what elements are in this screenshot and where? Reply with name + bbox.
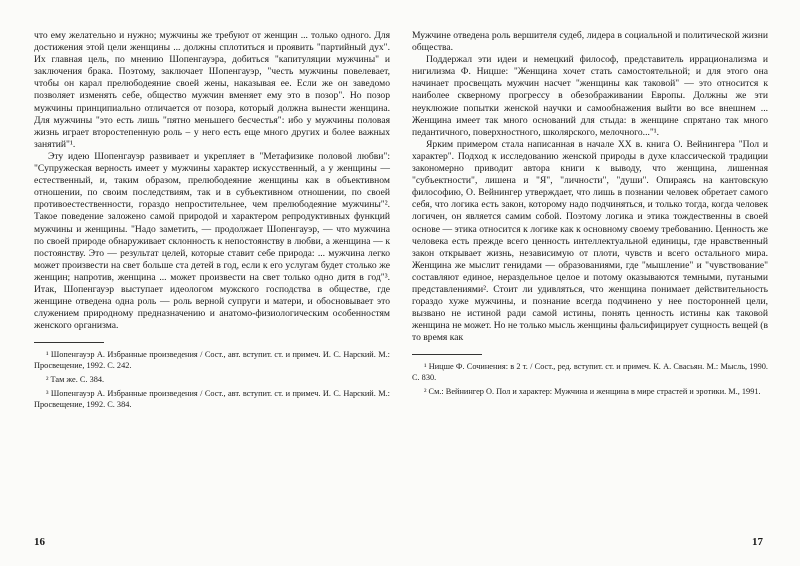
left-page <box>34 30 390 413</box>
left-paragraph-1: что ему желательно и нужно; мужчины же требуют от женщин ... только одного. Для достижения этой цели женщины ... должны сплотиться и проявить "партийный дух". Их главная цель, по мнению Шопенгауэра, добиться "капитуляции мужчины" и заключения брака. Поэтому, заключает Шопенгауэр, "честь мужчины повелевает, чтобы он карал прелюбодеяние своей жены, наказывая ее. Если же он заведомо позволяет изменять себе, общество мужчин вменяет ему это в позор". Но позор мужчины принципиально отличается от позора, который должна вынести женщина. Для мужчины "это есть лишь "пятно меньшего бесчестья": ибо у мужчины половая жизнь играет второстепенную роль – у него есть еще много других и более важных занятий"¹. <box>34 30 390 150</box>
right-body-text <box>412 30 768 344</box>
right-footnote-rule <box>412 354 482 355</box>
left-footnote-1: ¹ Шопенгауэр А. Избранные произведения / Сост., авт. вступит. ст. и примеч. И. С. Нарский. М.: Просвещение, 1992. С. 242. <box>34 350 390 371</box>
right-footnotes <box>412 361 768 397</box>
left-paragraph-2: Эту идею Шопенгауэр развивает и укрепляет в "Метафизике половой любви": "Супружеская верность имеет у мужчины характер искусственный, а у женщины — естественный, и, таким образом, прелюбодеяние женщины как в объективном отношении, по своим последствиям, так и в субъективном отношении, по своей противоестественности, гораздо непростительнее, чем прелюбодеяние мужчины"². Такое поведение заложено самой природой и характером репродуктивных функций мужчины и женщины. "Надо заметить, — продолжает Шопенгауэр, — что мужчина по своей природе обнаруживает склонность к непостоянству в любви, а женщина — к постоянству. Это — результат целей, которые ставит себе природа: ... мужчина легко может произвести на свет больше ста детей в год, если к его услугам будет столько же женщин; напротив, женщина ... может произвести на свет только одно дитя в год"³. Итак, Шопенгауэр выступает идеологом мужского господства в обществе, где женщине отведена одна роль — роль верной супруги и матери, и обосновывает это служением природному предназначению и анатомо-физиологическим особенностям женского организма. <box>34 150 390 332</box>
right-footnote-1: ¹ Ницше Ф. Сочинения: в 2 т. / Сост., ред. вступит. ст. и примеч. К. А. Свасьян. М.: Мысль, 1990. С. 830. <box>412 362 768 383</box>
right-footnote-2: ² См.: Вейнингер О. Пол и характер: Мужчина и женщина в мире страстей и эротики. М., 1991. <box>424 387 761 397</box>
right-page-number: 17 <box>752 536 763 548</box>
left-footnote-3: ³ Шопенгауэр А. Избранные произведения / Сост., авт. вступит. ст. и примеч. И. С. Нарский. М.: Просвещение, 1992. С. 384. <box>34 389 390 410</box>
left-footnotes <box>34 349 390 410</box>
right-paragraph-3: Ярким примером стала написанная в начале XX в. книга О. Вейнингера "Пол и характер". Подход к исследованию женской природы в духе классической традиции закономерно приводит автора книги к выводу, что женщина, лишенная "субъектности", лишена и "Я", "личности", "души". Опираясь на кантовскую философию, О. Вейнингер утверждает, что лишь в познании человек обретает самого себя, что логика есть закон, которому надо подчиняться, и только тогда, когда человек логичен, он является самим собой. Поэтому логика и этика тождественны в своей основе — этика относится к логике как к основному своему требованию. Ценность же человека есть прежде всего ценность интеллектуальной единицы, где нравственный закон открывает жизнь, независимую от плоти, чувств и всего остального мира. Женщина же мыслит генидами — образованиями, где "мышление" и "чувствование" составляют единое, нераздельное целое и потому оказываются темными, путаными представлениями². Стоит ли удивляться, что женщина понимает действительность гораздо хуже мужчины, и познание всегда подчинено у нее посторонней цели, вызвано не истиной ради самой истины, понять ценность истины как таковой женщина не может. Но не только мысль женщины фальсифицирует сущность вещей (в то время как <box>412 138 768 344</box>
right-paragraph-1: Мужчине отведена роль вершителя судеб, лидера в социальной и политической жизни общества. <box>412 30 768 54</box>
left-footnote-2: ² Там же. С. 384. <box>46 375 105 385</box>
left-footnote-rule <box>34 342 104 343</box>
right-page <box>412 30 768 400</box>
left-page-number: 16 <box>34 536 45 548</box>
right-paragraph-2: Поддержал эти идеи и немецкий философ, представитель иррационализма и нигилизма Ф. Ницше: "Женщина хочет стать самостоятельной; и для этого она начинает просвещать мужчин насчет "женщины как таковой" — это относится к наиболее скверному прогрессу в обезображивании Европы. Должны же эти неуклюжие попытки женской научки и самообнажения выйти во все внешнем ... Женщина имеет так много оснований для стыда: в женщине спрятано так много педантичного, поверхностного, школярского, мелочного..."¹. <box>412 54 768 138</box>
left-body-text <box>34 30 390 332</box>
